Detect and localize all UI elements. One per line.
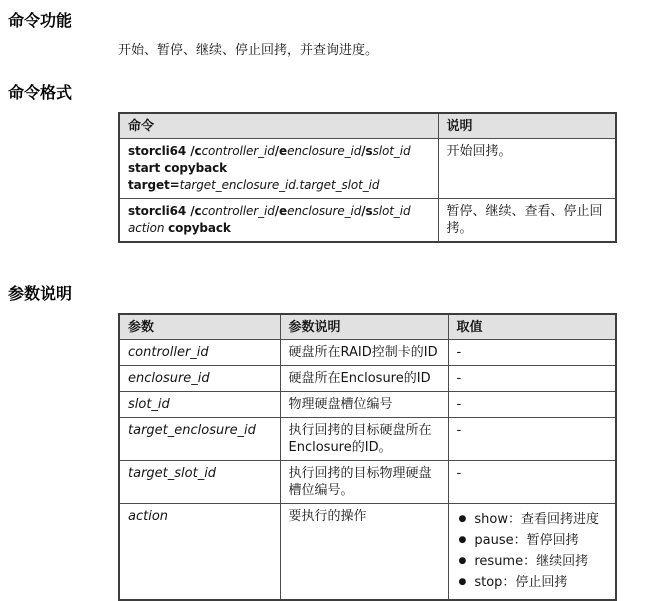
- command-cell: [119, 199, 438, 243]
- table-row: [119, 340, 616, 366]
- bullet-icon: ●: [458, 556, 467, 566]
- code-italic-segment: slot_id: [372, 204, 411, 218]
- column-header-value: 取值: [448, 314, 616, 340]
- parameter-table: [118, 313, 617, 601]
- value-cell: -: [448, 461, 616, 504]
- action-value-text: pause：暂停回拷: [474, 533, 579, 548]
- parameter-description-cell: 硬盘所在Enclosure的ID: [280, 366, 448, 392]
- table-header-row: [119, 314, 616, 340]
- heading-command-function: 命令功能: [8, 11, 73, 30]
- bullet-icon: ●: [458, 514, 467, 524]
- description-cell: 暂停、继续、查看、停止回拷。: [438, 199, 616, 243]
- heading-parameters: 参数说明: [8, 284, 73, 303]
- parameter-description-cell: 执行回拷的目标硬盘所在Enclosure的ID。: [280, 418, 448, 461]
- parameter-name-cell: target_enclosure_id: [119, 418, 280, 461]
- table-row: [119, 139, 616, 199]
- code-bold-segment: target=: [128, 178, 180, 192]
- command-function-body: 开始、暂停、继续、停止回拷，并查询进度。: [118, 43, 379, 58]
- bullet-icon: ●: [458, 577, 467, 587]
- parameter-name-cell: action: [119, 504, 280, 601]
- table-row: [119, 461, 616, 504]
- value-cell: -: [448, 392, 616, 418]
- code-italic-segment: controller_id: [201, 144, 275, 158]
- parameter-description-cell: 要执行的操作: [280, 504, 448, 601]
- table-row: [119, 392, 616, 418]
- column-header-command: 命令: [119, 113, 438, 139]
- description-cell: 开始回拷。: [438, 139, 616, 199]
- action-value-text: stop：停止回拷: [474, 575, 568, 590]
- value-cell: -: [448, 418, 616, 461]
- table-row: [119, 504, 616, 601]
- value-cell: -: [448, 340, 616, 366]
- table-row: [119, 418, 616, 461]
- code-bold-segment: /s: [361, 144, 373, 158]
- value-cell: -: [448, 366, 616, 392]
- parameter-description-cell: 物理硬盘槽位编号: [280, 392, 448, 418]
- parameter-name-cell: target_slot_id: [119, 461, 280, 504]
- parameter-name-cell: enclosure_id: [119, 366, 280, 392]
- list-item: [459, 509, 608, 530]
- parameter-description-cell: 硬盘所在RAID控制卡的ID: [280, 340, 448, 366]
- code-bold-segment: storcli64 /c: [128, 204, 202, 218]
- parameter-name-cell: controller_id: [119, 340, 280, 366]
- bullet-icon: ●: [458, 535, 467, 545]
- command-line-1: [128, 143, 430, 160]
- code-bold-segment: /s: [361, 204, 373, 218]
- column-header-parameter-description: 参数说明: [280, 314, 448, 340]
- command-format-table: [118, 112, 617, 243]
- action-value-text: resume：继续回拷: [474, 554, 589, 569]
- list-item: [459, 530, 608, 551]
- code-italic-segment: action: [128, 221, 169, 235]
- parameter-description-cell: 执行回拷的目标物理硬盘槽位编号。: [280, 461, 448, 504]
- command-line-3: [128, 177, 430, 194]
- action-value-text: show：查看回拷进度: [474, 512, 599, 527]
- code-italic-segment: enclosure_id: [287, 144, 362, 158]
- command-line-1: [128, 203, 430, 220]
- command-line-2: [128, 220, 430, 237]
- code-bold-segment: copyback: [168, 221, 231, 235]
- command-cell: [119, 139, 438, 199]
- list-item: [459, 572, 608, 593]
- code-italic-segment: enclosure_id: [287, 204, 362, 218]
- column-header-parameter: 参数: [119, 314, 280, 340]
- column-header-description: 说明: [438, 113, 616, 139]
- table-row: [119, 199, 616, 243]
- heading-command-format: 命令格式: [8, 83, 73, 102]
- command-line-2: [128, 160, 430, 177]
- table-header-row: [119, 113, 616, 139]
- list-item: [459, 551, 608, 572]
- code-italic-segment: controller_id: [201, 204, 275, 218]
- table-row: [119, 366, 616, 392]
- code-italic-segment: slot_id: [372, 144, 411, 158]
- code-bold-segment: /e: [274, 144, 288, 158]
- action-value-list: [459, 509, 608, 593]
- value-cell: [448, 504, 616, 601]
- parameter-name-cell: slot_id: [119, 392, 280, 418]
- code-bold-segment: start copyback: [128, 161, 227, 175]
- code-italic-segment: target_enclosure_id.target_slot_id: [179, 178, 380, 192]
- code-bold-segment: storcli64 /c: [128, 144, 202, 158]
- code-bold-segment: /e: [274, 204, 288, 218]
